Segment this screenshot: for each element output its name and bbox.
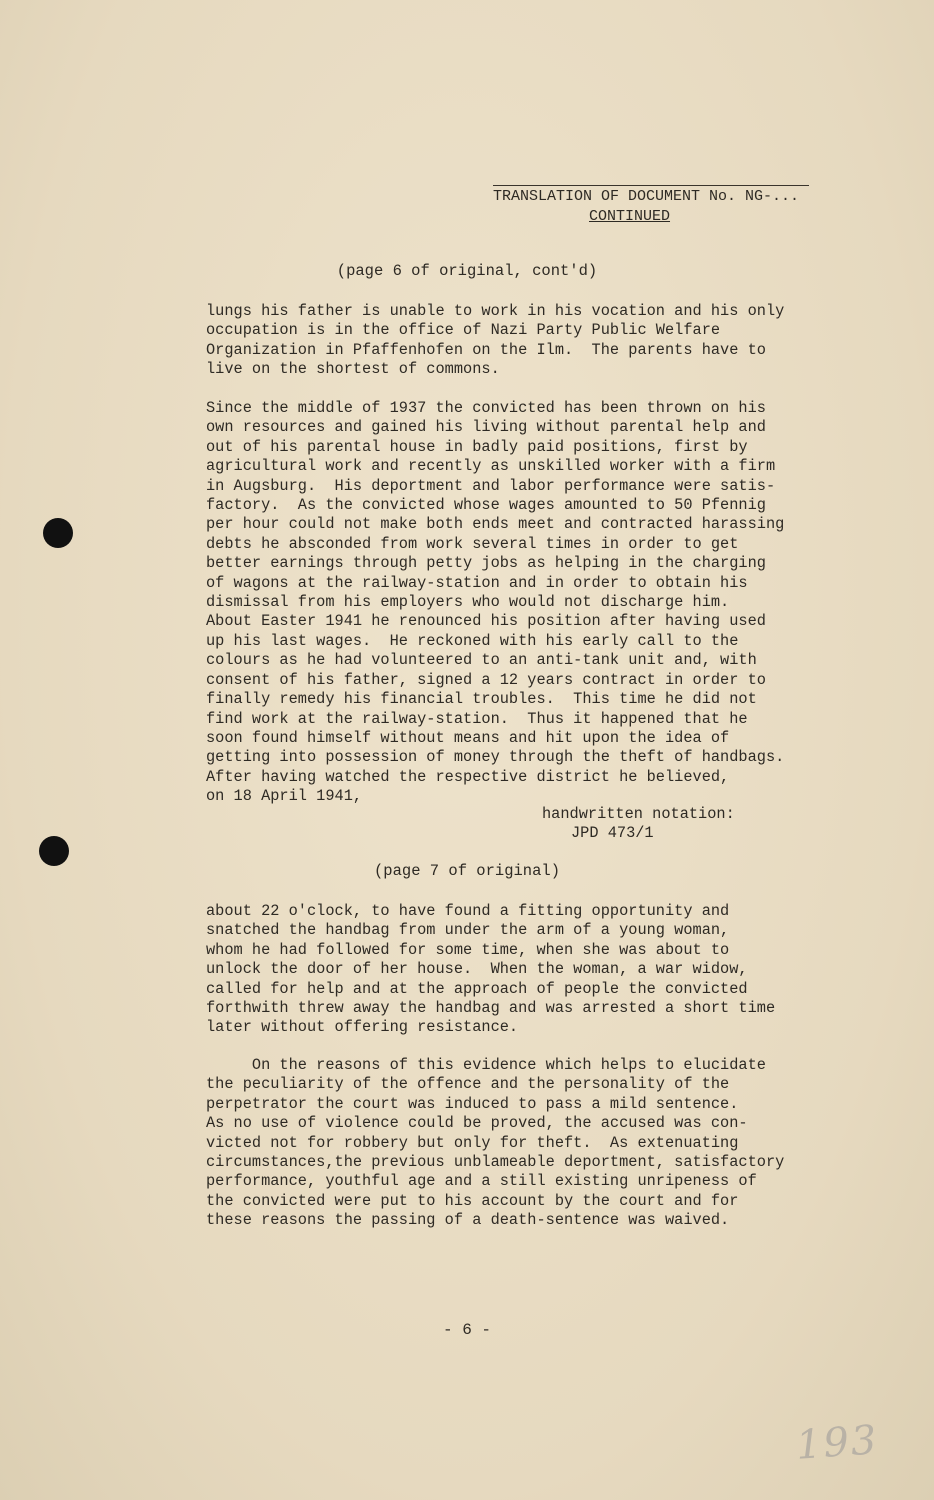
text-line: On the reasons of this evidence which helps to elucidate — [206, 1056, 766, 1074]
text-line: snatched the handbag from under the arm of a young woman, — [206, 921, 730, 940]
text-line: getting into possession of money through the theft of handbags. — [206, 748, 785, 767]
text-line: live on the shortest of commons. — [206, 360, 500, 379]
text-line: perpetrator the court was induced to pass a mild sentence. — [206, 1094, 739, 1113]
handwritten-notation — [542, 805, 735, 844]
text-line: later without offering resistance. — [206, 1018, 519, 1037]
text-line: Organization in Pfaffenhofen on the Ilm. The parents have to — [206, 340, 766, 359]
text-line: occupation is in the office of Nazi Party Public Welfare — [206, 321, 721, 340]
text-line: per hour could not make both ends meet and contracted harassing — [206, 515, 785, 534]
text-line: called for help and at the approach of people the convicted — [206, 979, 748, 998]
text-line: up his last wages. He reckoned with his early call to the — [206, 631, 739, 650]
text-line: better earnings through petty jobs as helping in the charging — [206, 554, 766, 573]
text-line: factory. As the convicted whose wages amounted to 50 Pfennig — [206, 496, 766, 515]
text-line: in Augsburg. His deportment and labor performance were satis- — [206, 476, 776, 495]
text-line: the convicted were put to his account by the court and for — [206, 1191, 739, 1210]
page-number: - 6 - — [442, 1321, 491, 1339]
text-line: After having watched the respective district he believed, — [206, 767, 730, 786]
text-line: debts he absconded from work several times in order to get — [206, 534, 739, 553]
notation-label: handwritten notation: — [542, 805, 735, 823]
text-line: of wagons at the railway-station and in order to obtain his — [206, 573, 748, 592]
paragraph-1 — [206, 302, 846, 380]
text-line: unlock the door of her house. When the woman, a war widow, — [206, 960, 748, 979]
text-line: whom he had followed for some time, when she was about to — [206, 940, 730, 959]
text-line: colours as he had volunteered to an anti-tank unit and, with — [206, 651, 757, 670]
text-line: As no use of violence could be proved, the accused was con- — [206, 1114, 748, 1133]
header-title: TRANSLATION OF DOCUMENT No. NG-... — [493, 188, 800, 205]
text-line: dismissal from his employers who would not discharge him. — [206, 593, 730, 612]
paragraph-4 — [206, 1056, 846, 1231]
text-line: the peculiarity of the offence and the personality of the — [206, 1075, 730, 1094]
text-line: lungs his father is unable to work in his vocation and his only — [206, 302, 785, 320]
punch-hole-top — [43, 518, 73, 548]
text-line: About Easter 1941 he renounced his position after having used — [206, 612, 766, 631]
paragraph-3 — [206, 902, 846, 1038]
page6-label: (page 6 of original, cont'd) — [336, 262, 598, 280]
text-line: about 22 o'clock, to have found a fitting opportunity and — [206, 902, 730, 920]
text-line: finally remedy his financial troubles. This time he did not — [206, 690, 757, 709]
notation-code: JPD 473/1 — [571, 824, 654, 843]
text-line: soon found himself without means and hit upon the idea of — [206, 728, 730, 747]
text-line: forthwith threw away the handbag and was arrested a short time — [206, 999, 776, 1018]
text-line: Since the middle of 1937 the convicted has been thrown on his — [206, 399, 766, 417]
paragraph-2 — [206, 399, 846, 807]
text-line: on 18 April 1941, — [206, 787, 363, 806]
text-line: consent of his father, signed a 12 years contract in order to — [206, 670, 766, 689]
text-line: circumstances,the previous unblameable deportment, satisfactory — [206, 1153, 785, 1172]
text-line: out of his parental house in badly paid positions, first by — [206, 437, 748, 456]
text-line: victed not for robbery but only for theft. As extenuating — [206, 1133, 739, 1152]
page7-label: (page 7 of original) — [373, 862, 561, 880]
text-line: own resources and gained his living without parental help and — [206, 418, 766, 437]
document-header — [493, 185, 813, 227]
archive-stamp-number: 193 — [794, 1417, 880, 1469]
text-line: these reasons the passing of a death-sentence was waived. — [206, 1211, 730, 1230]
header-rule — [493, 185, 809, 186]
text-line: find work at the railway-station. Thus it happened that he — [206, 709, 748, 728]
text-line: performance, youthful age and a still existing unripeness of — [206, 1172, 757, 1191]
header-subtitle: CONTINUED — [589, 208, 671, 225]
text-line: agricultural work and recently as unskilled worker with a firm — [206, 457, 776, 476]
